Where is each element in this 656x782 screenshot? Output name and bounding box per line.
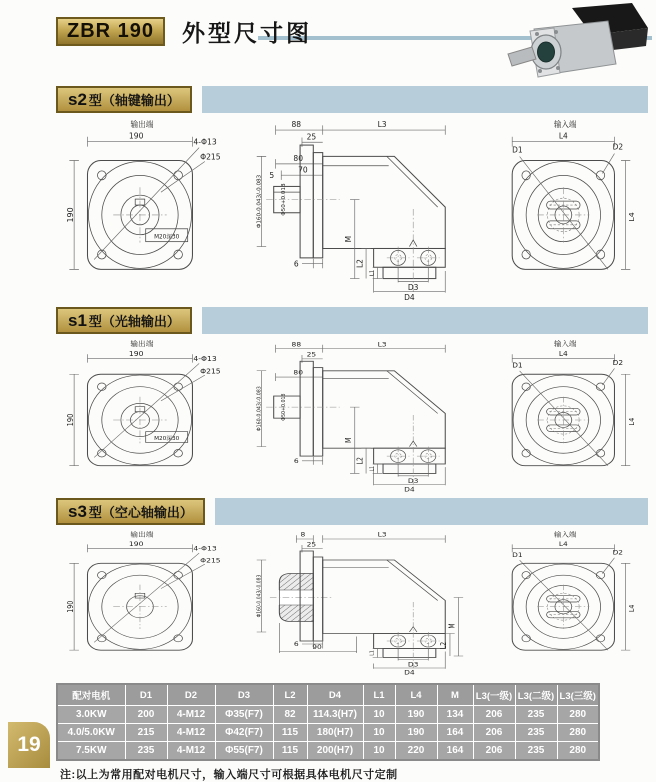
drawing-output-end-s1 [56, 336, 228, 494]
svg-text:D1: D1 [511, 551, 523, 559]
spec-cell: 4-M12 [167, 724, 215, 742]
svg-text:M: M [344, 437, 353, 444]
section-code: s1 [68, 311, 87, 330]
section-label-s2 [56, 86, 192, 113]
svg-text:6: 6 [293, 457, 299, 466]
svg-text:190: 190 [128, 540, 144, 548]
footnote: 注:以上为常用配对电机尺寸，输入端尺寸可根据具体电机尺寸定制 [60, 769, 398, 781]
svg-text:M20深30: M20深30 [154, 436, 180, 442]
view-title: 输入端 [553, 339, 577, 348]
spec-cell: 280 [557, 724, 599, 742]
section-code: s3 [68, 502, 87, 521]
section-s3 [0, 498, 656, 677]
spec-cell: 115 [273, 724, 307, 742]
svg-text:88: 88 [291, 340, 301, 349]
drawing-side-view-s1 [236, 336, 467, 494]
drawing-side-view-s3 [236, 527, 467, 677]
spec-cell: 200(H7) [307, 742, 363, 761]
svg-text:L3: L3 [377, 120, 387, 130]
section-s1 [0, 307, 656, 494]
spec-cell: 164 [437, 742, 473, 761]
svg-text:L4: L4 [558, 349, 568, 358]
spec-cell: 280 [557, 706, 599, 724]
section-label-s1 [56, 307, 192, 334]
svg-text:190: 190 [128, 349, 144, 358]
svg-text:L1: L1 [369, 269, 376, 277]
spec-cell: 206 [473, 742, 515, 761]
page-number: 19 [8, 722, 50, 768]
svg-text:88: 88 [291, 120, 301, 130]
view-title: 输出端 [130, 339, 154, 348]
svg-text:190: 190 [66, 207, 76, 223]
section-name: 型（光轴输出） [88, 314, 180, 329]
spec-cell: 200 [125, 706, 167, 724]
svg-text:80: 80 [293, 154, 303, 164]
svg-text:L2: L2 [439, 641, 449, 650]
spec-cell: Φ55(F7) [215, 742, 273, 761]
spec-col-header: D4 [307, 684, 363, 706]
svg-text:190: 190 [66, 600, 76, 613]
spec-col-header: L1 [363, 684, 395, 706]
spec-cell: 220 [395, 742, 437, 761]
svg-text:D2: D2 [612, 358, 623, 367]
svg-text:8: 8 [300, 531, 306, 539]
spec-col-header: D3 [215, 684, 273, 706]
spec-cell: 82 [273, 706, 307, 724]
spec-cell: 164 [437, 724, 473, 742]
svg-text:L1: L1 [369, 465, 376, 472]
svg-text:90: 90 [312, 643, 322, 652]
svg-text:D4: D4 [403, 669, 415, 677]
svg-text:Φ50+0.018: Φ50+0.018 [280, 183, 287, 216]
svg-text:L2: L2 [355, 259, 365, 269]
model-badge: ZBR 190 [56, 17, 165, 46]
spec-cell: 215 [125, 724, 167, 742]
spec-cell: 190 [395, 706, 437, 724]
section-s2 [0, 86, 656, 303]
spec-cell: 10 [363, 742, 395, 761]
page-title: 外型尺寸图 [182, 20, 312, 46]
spec-cell: 190 [395, 724, 437, 742]
section-name: 型（轴键输出） [88, 93, 180, 108]
spec-cell: Φ35(F7) [215, 706, 273, 724]
spec-cell: Φ42(F7) [215, 724, 273, 742]
spec-col-header: 配对电机 [57, 684, 125, 706]
svg-text:190: 190 [128, 131, 144, 141]
spec-cell: 4-M12 [167, 742, 215, 761]
section-bar [202, 86, 648, 113]
svg-text:D4: D4 [403, 293, 415, 303]
drawing-input-end-s1 [475, 336, 656, 494]
spec-cell: 4-M12 [167, 706, 215, 724]
spec-col-header: L4 [395, 684, 437, 706]
spec-row [57, 742, 599, 761]
drawing-input-end-s2 [475, 115, 656, 303]
spec-col-header: L3(二级) [515, 684, 557, 706]
svg-text:D3: D3 [407, 661, 419, 669]
svg-text:M: M [343, 235, 353, 243]
svg-text:D3: D3 [407, 477, 419, 485]
svg-text:Φ160-0.043/-0.083: Φ160-0.043/-0.083 [256, 174, 263, 229]
spec-cell: 4.0/5.0KW [57, 724, 125, 742]
svg-text:L4: L4 [627, 604, 636, 613]
drawing-side-view-s2 [236, 115, 467, 303]
spec-col-header: D2 [167, 684, 215, 706]
spec-cell: 114.3(H7) [307, 706, 363, 724]
spec-cell: 206 [473, 706, 515, 724]
svg-text:D2: D2 [612, 549, 623, 557]
spec-row [57, 706, 599, 724]
svg-text:D4: D4 [403, 486, 415, 494]
spec-cell: 235 [515, 742, 557, 761]
view-title: 输出端 [130, 119, 154, 129]
spec-cell: 115 [273, 742, 307, 761]
section-code: s2 [68, 90, 87, 109]
section-bar [202, 307, 648, 334]
spec-col-header: D1 [125, 684, 167, 706]
spec-cell: 134 [437, 706, 473, 724]
spec-col-header: L3(一级) [473, 684, 515, 706]
svg-text:L4: L4 [558, 540, 568, 548]
svg-text:Φ215: Φ215 [200, 152, 221, 162]
svg-text:Φ215: Φ215 [200, 557, 221, 565]
spec-cell: 280 [557, 742, 599, 761]
svg-text:L4: L4 [626, 212, 636, 222]
svg-text:80: 80 [293, 369, 303, 377]
svg-text:Φ160-0.043/-0.083: Φ160-0.043/-0.083 [255, 386, 263, 432]
svg-text:4-Φ13: 4-Φ13 [193, 137, 217, 147]
svg-text:190: 190 [65, 413, 76, 427]
svg-text:25: 25 [306, 132, 316, 142]
svg-text:Φ215: Φ215 [200, 366, 221, 376]
svg-text:70: 70 [297, 165, 308, 175]
spec-col-header: L3(三级) [557, 684, 599, 706]
svg-text:Φ50+0.018: Φ50+0.018 [280, 393, 287, 421]
spec-cell: 10 [363, 706, 395, 724]
view-title: 输出端 [130, 531, 154, 539]
svg-text:Φ160-0.043/-0.083: Φ160-0.043/-0.083 [255, 574, 263, 618]
view-title: 输入端 [553, 119, 577, 129]
svg-text:4-Φ13: 4-Φ13 [193, 545, 217, 553]
spec-col-header: L2 [273, 684, 307, 706]
svg-text:4-Φ13: 4-Φ13 [193, 354, 217, 363]
svg-text:L3: L3 [377, 531, 387, 539]
spec-cell: 235 [125, 742, 167, 761]
svg-text:M: M [447, 623, 457, 629]
svg-text:D2: D2 [612, 142, 623, 152]
drawing-input-end-s3 [475, 527, 656, 677]
spec-cell: 7.5KW [57, 742, 125, 761]
svg-text:L1: L1 [368, 650, 376, 656]
svg-text:5: 5 [269, 170, 274, 180]
spec-cell: 235 [515, 706, 557, 724]
spec-cell: 180(H7) [307, 724, 363, 742]
spec-row [57, 724, 599, 742]
svg-text:6: 6 [293, 259, 299, 269]
spec-cell: 206 [473, 724, 515, 742]
view-title: 输入端 [553, 530, 577, 539]
drawing-output-end-s2 [56, 115, 228, 303]
svg-text:L2: L2 [355, 457, 365, 465]
spec-table [56, 683, 600, 761]
section-bar [215, 498, 648, 525]
page-header [0, 0, 656, 86]
spec-cell: 10 [363, 724, 395, 742]
section-label-s3 [56, 498, 205, 525]
svg-text:L4: L4 [558, 131, 568, 141]
drawing-output-end-s3 [56, 527, 228, 677]
spec-col-header: M [437, 684, 473, 706]
svg-text:25: 25 [306, 351, 316, 359]
svg-text:L4: L4 [626, 417, 636, 426]
svg-text:M20深30: M20深30 [154, 234, 180, 241]
spec-cell: 3.0KW [57, 706, 125, 724]
svg-text:D1: D1 [511, 145, 523, 155]
svg-text:6: 6 [293, 640, 299, 649]
gearbox-product-photo [496, 2, 654, 82]
svg-text:L3: L3 [377, 340, 387, 349]
svg-text:25: 25 [306, 541, 316, 549]
section-name: 型（空心轴输出） [88, 505, 193, 520]
spec-cell: 235 [515, 724, 557, 742]
svg-text:D3: D3 [407, 282, 419, 292]
svg-text:D1: D1 [511, 361, 523, 370]
